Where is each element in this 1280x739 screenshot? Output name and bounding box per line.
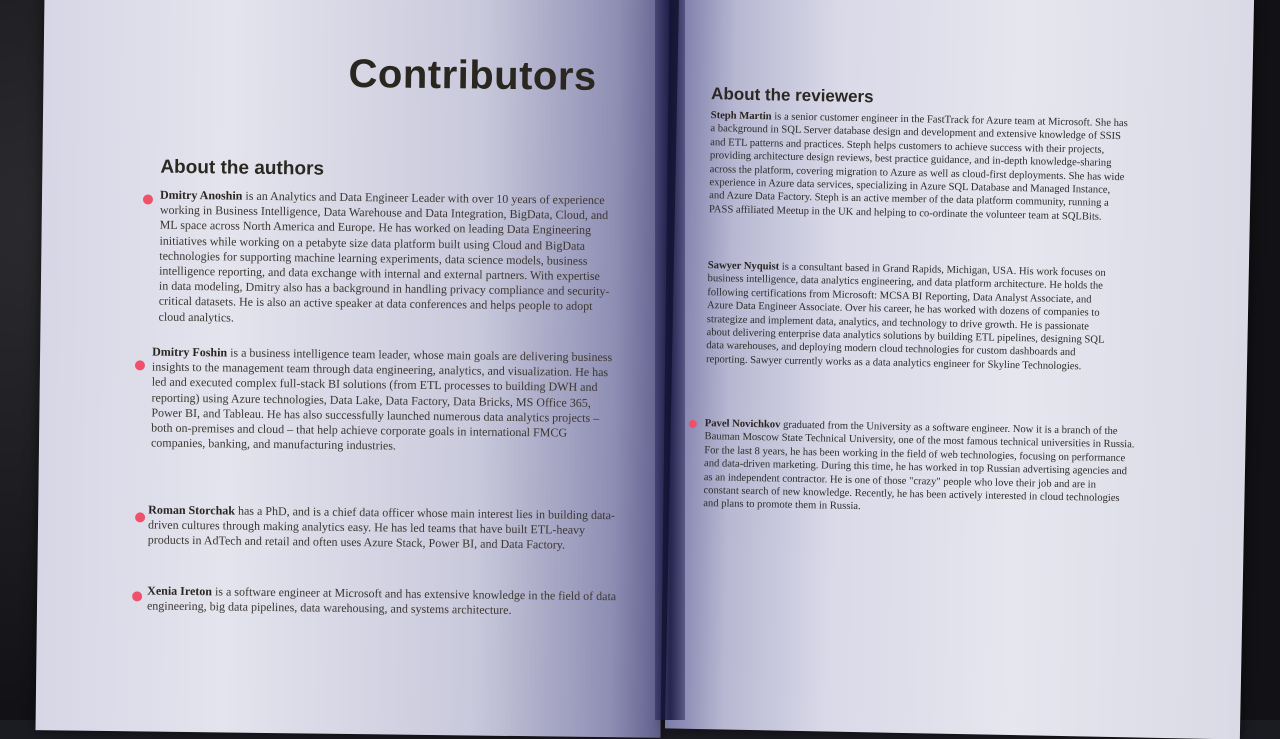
author-bio: is a business intelligence team leader, whose main goals are delivering business insights to the management team through data engineering, analytics, and visualization. He has led and executed complex full-stack BI solutions (from ETL processes to building DWH and reporting) using Azure technologies, Data Lake, Data Factory, Data Bricks, MS Office 365, Power BI, and Tableau. He has also successfully launched numerous data analytics projects – both on-premises and cloud – that help achieve corporate goals in international FMCG companies, banking, and manufacturing industries. (150, 345, 613, 453)
page-heading: Contributors (348, 51, 597, 99)
right-book-page (665, 0, 1254, 739)
reviewer-bio: is a consultant based in Grand Rapids, Michigan, USA. His work focuses on business intelligence, data analytics engineering, and data platform architecture. He holds the following certifications from Microsoft: MCSA BI Reporting, Data Analyst Associate, and Azure Data Engineer Associate. Over his career, he has worked with dozens of companies to strategize and implement data, analytics, and technology to drive growth. He is passionate about delivering enterprise data analytics solutions by building ETL pipelines, designing SQL data warehouses, and deploying modern cloud technologies for custom dashboards and reporting. Sawyer currently works as a data analytics engineer for Skyline Technologies. (705, 261, 1106, 373)
reviewer-bio: graduated from the University as a software engineer. Now it is a branch of the Bauman Moscow State Technical University, one of the most famous technical universities in Russia. For the last 8 years, he has been working in the field of web technologies, focusing on performance and data-driven marketing. During this time, he has worked in top Russian advertising agencies and as an independent contractor. He is one of those "crazy" people who love their job and are in constant search of new knowledge. Recently, he has been actively interested in cloud technologies and plans to promote them in Russia. (703, 419, 1135, 513)
highlight-dot-marker (132, 591, 142, 601)
author-entry (151, 345, 617, 457)
author-name: Dmitry Foshin (152, 344, 228, 360)
reviewer-bio: is a senior customer engineer in the FastTrack for Azure team at Microsoft. She has a background in SQL Server database design and development and extensive knowledge of SSIS and ETL patterns and practices. Steph helps customers to achieve success with their projects, providing architecture design reviews, best practice guidance, and in-depth knowledge-sharing across the platform, covering migration to Azure as well as cloud-first deployments. She has wide experience in Azure data services, specializing in Azure SQL Database and Managed Instance, and Azure Data Factory. Steph is an active member of the data platform community, running a PASS affiliated Meetup in the UK and helping to co-ordinate the volunteer team at SQLBits. (708, 111, 1128, 223)
reviewer-entry (703, 417, 1135, 519)
author-entry (148, 503, 619, 554)
highlight-dot-marker (143, 194, 153, 204)
author-entry (158, 188, 612, 330)
reviewer-entry (709, 109, 1129, 224)
author-name: Dmitry Anoshin (159, 187, 243, 203)
reviewer-name: Pavel Novichkov (704, 418, 781, 431)
reviewer-name: Sawyer Nyquist (707, 260, 780, 273)
highlight-dot-marker (135, 512, 145, 522)
highlight-dot-marker (135, 360, 145, 370)
author-bio: is an Analytics and Data Engineer Leader with over 10 years of experience working in Business Intelligence, Data Warehouse and Data Integration, BigData, Cloud, and ML space across North America and Europe. He has worked on leading Data Engineering initiatives while working on a petabyte size data platform built using Cloud and BigData technologies for supporting machine learning experiments, data science models, business intelligence reporting, and data exchange with internal and external partners. With expertise in data modeling, Dmitry also has a background in handling privacy compliance and security-critical datasets. He is also an active speaker at data conferences and helps people to adopt cloud analytics. (158, 188, 610, 325)
reviewers-section-title: About the reviewers (710, 84, 874, 107)
author-bio: is a software engineer at Microsoft and has extensive knowledge in the field of data engineering, big data pipelines, data warehousing, and systems architecture. (146, 584, 617, 618)
author-entry (147, 584, 617, 620)
left-book-page (36, 0, 670, 738)
author-bio: has a PhD, and is a chief data officer whose main interest lies in building data-driven cultures through making analytics easy. He has led teams that have built ETL-heavy products in AdTech and retail and often uses Azure Stack, Power BI, and Data Factory. (147, 503, 616, 553)
author-name: Xenia Ireton (147, 583, 213, 599)
reviewer-entry (706, 259, 1113, 374)
book-spine-shadow (655, 0, 685, 720)
highlight-dot-marker (689, 420, 697, 428)
authors-section-title: About the authors (160, 156, 325, 180)
reviewer-name: Steph Martin (710, 110, 772, 123)
author-name: Roman Storchak (148, 502, 236, 518)
